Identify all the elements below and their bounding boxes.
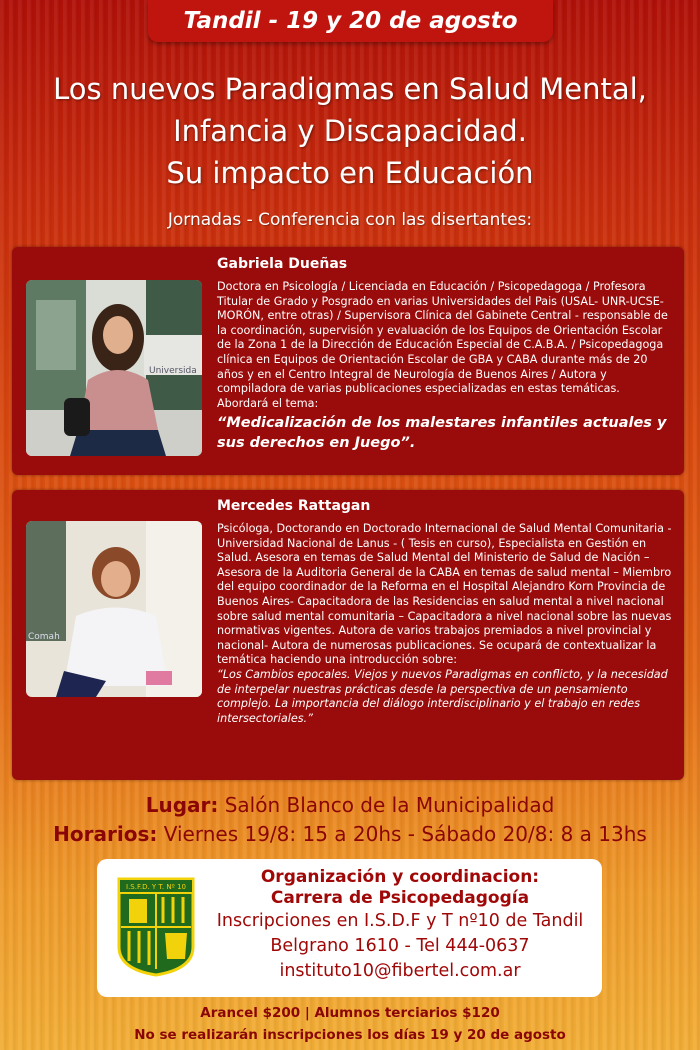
speaker-photo-rattagan — [26, 521, 202, 697]
photo-sign-text-2: Comah — [28, 632, 60, 642]
photo-sign-text: Universida — [149, 366, 197, 376]
speaker-theme: “Los Cambios epocales. Viejos y nuevos Paradigmas en conflicto, y la necesidad de interpelar nuestras prácticas desde la perspectiva de un pensamiento complejo. La importancia del diálogo interdisciplinario y el trabajo en redes intersectoriales.” — [217, 667, 668, 725]
speaker-theme: “Medicalización de los malestares infantiles actuales y sus derechos en Juego”. — [217, 415, 667, 452]
org-email[interactable]: instituto10@fibertel.com.ar — [279, 961, 521, 981]
speaker-name: Mercedes Rattagan — [217, 498, 371, 514]
venue-line — [0, 793, 700, 817]
speaker-card-rattagan — [12, 490, 684, 780]
speaker-text-rattagan — [217, 497, 674, 726]
title-line-3: Su impacto en Educación — [166, 156, 534, 190]
speakers-intro: Jornadas - Conferencia con las disertantes: — [167, 210, 533, 230]
date-banner: Tandil - 19 y 20 de agosto — [148, 0, 553, 42]
event-title — [0, 68, 700, 194]
org-title: Organización y coordinacion: — [260, 867, 540, 887]
registration-notice: No se realizarán inscripciones los días 19 y 20 de agosto — [134, 1027, 566, 1043]
fee-line: Arancel $200 | Alumnos terciarios $120 — [200, 1005, 500, 1021]
venue-value: Salón Blanco de la Municipalidad — [224, 793, 555, 817]
organization-text — [205, 867, 595, 984]
venue-label: Lugar: — [145, 793, 219, 817]
speaker-text-duenas — [217, 255, 674, 453]
org-address: Belgrano 1610 - Tel 444-0637 — [270, 936, 530, 956]
crest-text: I.S.F.D. Y T. Nº 10 — [126, 883, 186, 891]
organization-box — [97, 859, 602, 997]
org-registration: Inscripciones en I.S.D.F y T nº10 de Tandil — [216, 911, 584, 931]
schedule-label: Horarios: — [53, 822, 158, 846]
schedule-line — [0, 822, 700, 846]
institute-crest-icon — [117, 877, 195, 977]
speaker-card-duenas — [12, 247, 684, 475]
speaker-bio: Doctora en Psicología / Licenciada en Educación / Psicopedagoga / Profesora Titular de Grado y Posgrado en varias Universidades del Pais (USAL- UNR-UCSE- MORÓN, entre otras) / Supervisora Clínica del Gabinete Central - responsable de la coordinación, supervisión y evaluación de los Equipos de Orientación Escolar de la Zona 1 de la Dirección de Educación Especial de C.A.B.A. / Psicopedagoga clínica en Equipos de Orientación Escolar de GBA y CABA durante más de 20 años y en el Centro Integral de Neurología de Buenos Aires / Autora y compiladora de varias publicaciones especializadas en estas temáticas. Abordará el tema: — [217, 280, 668, 410]
title-line-2: Infancia y Discapacidad. — [173, 114, 527, 148]
speaker-photo-duenas — [26, 280, 202, 456]
title-line-1: Los nuevos Paradigmas en Salud Mental, — [53, 72, 647, 106]
speaker-bio: Psicóloga, Doctorando en Doctorado Internacional de Salud Mental Comunitaria - Universidad Nacional de Lanus - ( Tesis en curso), Especialista en Gestión en Salud. Asesora en temas de Salud Mental del Ministerio de Salud de Nación – Asesora de la Auditoria General de la CABA en temas de salud mental – Miembro del equipo coordinador de la Reforma en el Hospital Alejandro Korn Provincia de Buenos Aires- Capacitadora de las Residencias en salud mental a nivel nacional sobre salud mental comunitaria – Capacitadora a nivel nacional sobre las nuevas normativas vigentes. Autora de varios trabajos premiados a nivel provincial y nacional- Autora de numerosas publicaciones. Se ocupará de contextualizar la temática haciendo una introducción sobre: — [217, 522, 672, 667]
speaker-name: Gabriela Dueñas — [217, 256, 348, 272]
org-career: Carrera de Psicopedagogía — [270, 888, 530, 908]
schedule-value: Viernes 19/8: 15 a 20hs - Sábado 20/8: 8 a 13hs — [163, 822, 647, 846]
